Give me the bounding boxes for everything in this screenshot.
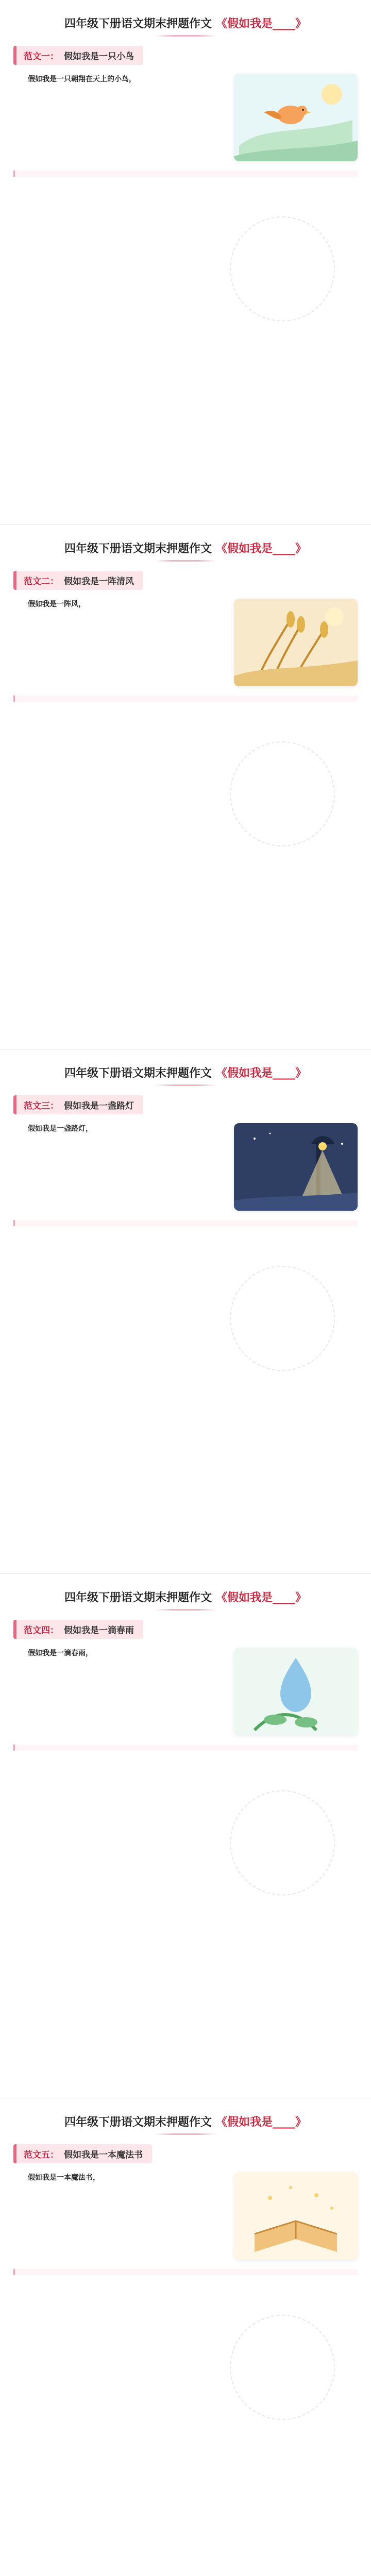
essay-tag-title: 假如我是一只小鸟 <box>64 51 134 62</box>
bird-illustration-svg <box>234 74 358 161</box>
text-column <box>13 74 226 161</box>
essay-tag <box>13 1620 143 1639</box>
header-prefix: 四年级下册语文期末押题作文 <box>64 2115 212 2129</box>
essay-tag-row <box>13 2142 358 2165</box>
watermark-circle <box>230 2315 335 2420</box>
essay-paragraph <box>13 1744 358 1751</box>
sun-icon <box>322 84 342 105</box>
watermark-circle <box>230 741 335 846</box>
sun-icon <box>325 607 344 626</box>
para-block <box>13 2265 358 2283</box>
title-underline <box>155 560 216 562</box>
card-header <box>13 1585 358 1608</box>
card-header <box>13 536 358 559</box>
essay-tag-row <box>13 569 358 591</box>
bird-illustration <box>234 74 358 161</box>
para-block <box>13 691 358 710</box>
essay-tag <box>13 2144 152 2163</box>
title-underline <box>155 35 216 37</box>
text-column <box>13 2172 226 2260</box>
essay-card-1 <box>0 0 371 524</box>
watermark-circle <box>230 216 335 321</box>
text-column <box>13 1123 226 1211</box>
essay-tag-title: 假如我是一本魔法书 <box>64 2149 143 2160</box>
essay-tag-label: 范文一： <box>24 51 59 62</box>
card-header <box>13 1061 358 1083</box>
para-block <box>13 1740 358 1759</box>
essay-content <box>13 2172 358 2260</box>
header-title: 《假如我是____》 <box>216 1066 307 1080</box>
wheat-illustration <box>234 599 358 686</box>
title-underline <box>155 1609 216 1611</box>
header-title: 《假如我是____》 <box>216 17 307 30</box>
book-illustration <box>234 2172 358 2260</box>
essay-paragraph <box>13 1220 358 1226</box>
header-title: 《假如我是____》 <box>216 1591 307 1604</box>
essay-tag <box>13 1095 143 1114</box>
header-prefix: 四年级下册语文期末押题作文 <box>64 542 212 555</box>
drop-illustration-svg <box>234 1648 358 1735</box>
essay-paragraph: 假如我是一阵风， <box>28 600 86 608</box>
para-block <box>13 1216 358 1234</box>
header-title: 《假如我是____》 <box>216 2115 307 2129</box>
essay-content <box>13 1123 358 1211</box>
essay-tag-row <box>13 1618 358 1640</box>
essay-paragraph: 假如我是一滴春雨， <box>28 1649 93 1657</box>
essay-card-2 <box>0 524 371 1049</box>
essay-paragraph: 假如我是一本魔法书， <box>28 2174 100 2182</box>
essay-paragraph <box>13 696 358 702</box>
text-column <box>13 599 226 686</box>
essay-tag-title: 假如我是一滴春雨 <box>64 1625 134 1636</box>
header-prefix: 四年级下册语文期末押题作文 <box>64 1066 212 1080</box>
essay-paragraph: 假如我是一只翱翔在天上的小鸟， <box>28 75 136 83</box>
essay-content <box>13 74 358 161</box>
essay-tag-label: 范文五： <box>24 2149 59 2160</box>
essay-tag-row <box>13 1093 358 1116</box>
essay-content <box>13 599 358 686</box>
essay-card-3 <box>0 1049 371 1573</box>
essay-tag-title: 假如我是一盏路灯 <box>64 1100 134 1111</box>
essay-tag-label: 范文三： <box>24 1100 59 1111</box>
drop-illustration <box>234 1648 358 1735</box>
essay-paragraph: 假如我是一盏路灯， <box>28 1125 93 1133</box>
essay-tag <box>13 46 143 65</box>
essay-tag-row <box>13 44 358 66</box>
header-prefix: 四年级下册语文期末押题作文 <box>64 1591 212 1604</box>
card-header <box>13 2110 358 2132</box>
title-underline <box>155 2133 216 2135</box>
book-illustration-svg <box>234 2172 358 2260</box>
wheat-illustration-svg <box>234 599 358 686</box>
card-header <box>13 11 358 34</box>
essay-card-5 <box>0 2098 371 2576</box>
essay-card-4 <box>0 1573 371 2098</box>
essay-paragraph <box>13 171 358 177</box>
watermark-circle <box>230 1790 335 1895</box>
essay-tag-title: 假如我是一阵清风 <box>64 576 134 587</box>
title-underline <box>155 1084 216 1086</box>
header-title: 《假如我是____》 <box>216 542 307 555</box>
lamp-illustration <box>234 1123 358 1211</box>
watermark-circle <box>230 1266 335 1371</box>
essay-tag-label: 范文四： <box>24 1625 59 1636</box>
lamp-illustration-svg <box>234 1123 358 1211</box>
text-column <box>13 1648 226 1735</box>
essay-tag <box>13 571 143 590</box>
essay-tag-label: 范文二： <box>24 576 59 587</box>
header-prefix: 四年级下册语文期末押题作文 <box>64 17 212 30</box>
essay-paragraph <box>13 2269 358 2275</box>
para-block <box>13 166 358 185</box>
essay-content <box>13 1648 358 1735</box>
